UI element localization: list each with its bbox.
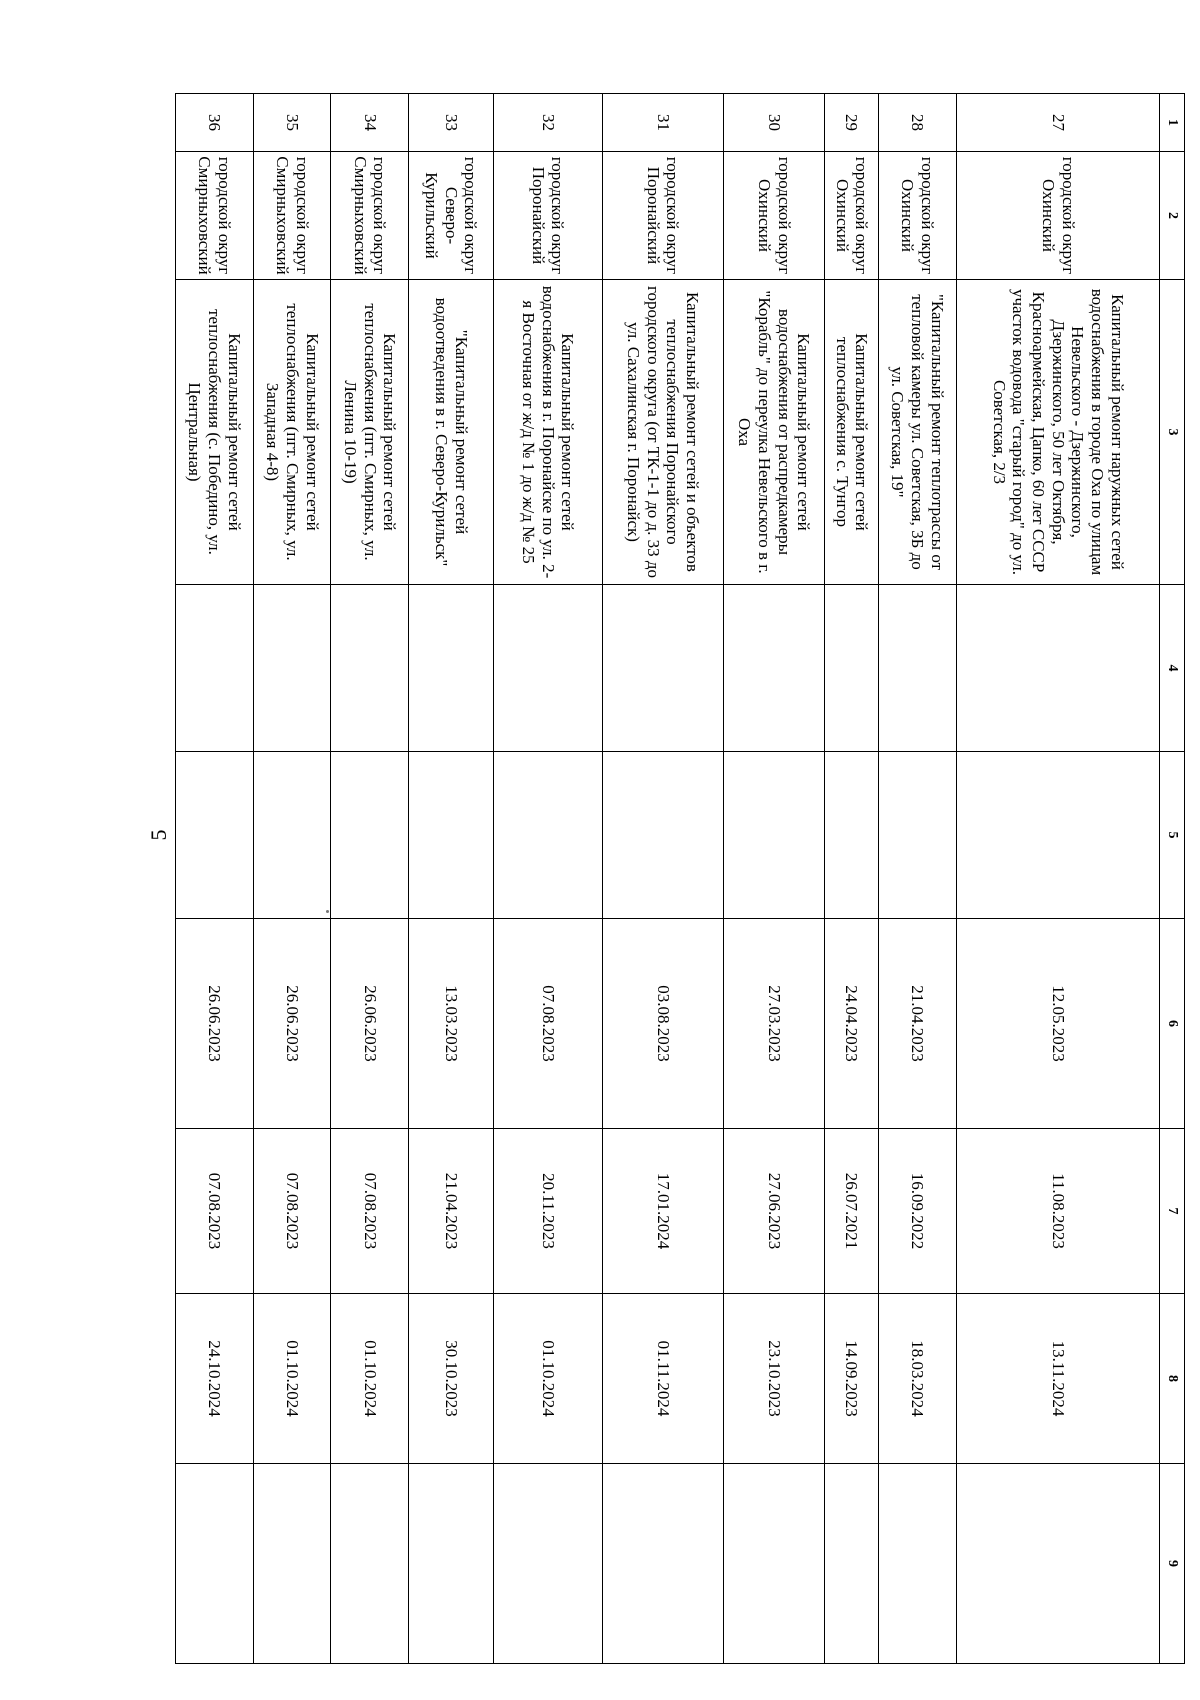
column-9-cell [253,1464,331,1664]
column-4-cell [879,585,957,752]
date-column-7: 27.06.2023 [723,1129,825,1294]
date-column-7: 07.08.2023 [176,1129,254,1294]
date-column-6: 12.05.2023 [956,919,1159,1129]
date-column-7: 26.07.2021 [825,1129,879,1294]
date-column-8: 14.09.2023 [825,1294,879,1464]
date-column-7: 07.08.2023 [253,1129,331,1294]
row-number: 36 [176,94,254,152]
table-row [409,94,494,1664]
column-4-cell [409,585,494,752]
date-column-7: 07.08.2023 [331,1129,409,1294]
column-5-cell [253,752,331,919]
column-4-cell [493,585,602,752]
rotated-table-container [175,93,1185,1663]
date-column-8: 18.03.2024 [879,1294,957,1464]
date-column-6: 03.08.2023 [602,919,723,1129]
date-column-6: 26.06.2023 [176,919,254,1129]
table-row [493,94,602,1664]
date-column-8: 01.10.2024 [331,1294,409,1464]
date-column-6: 24.04.2023 [825,919,879,1129]
row-number: 31 [602,94,723,152]
date-column-6: 13.03.2023 [409,919,494,1129]
column-number: 8 [1160,1294,1185,1464]
district-cell: городской округ Смирныховский [176,152,254,280]
district-cell: городской округ Смирныховский [253,152,331,280]
table-row [879,94,957,1664]
work-description: Капитальный ремонт наружных сетей водоснабжения в городе Оха по улицам Невельского - Дзержинского, Дзержинского, 50 лет Октября, Красноармейская, Цапко, 60 лет СССР участок водовода "старый город" до ул. Советская, 2/3 [956,280,1159,585]
date-column-7: 16.09.2022 [879,1129,957,1294]
district-cell: городской округ Поронайский [602,152,723,280]
column-4-cell [956,585,1159,752]
column-4-cell [825,585,879,752]
column-number: 7 [1160,1129,1185,1294]
table-row [253,94,331,1664]
work-description: "Капитальный ремонт теплотрассы от тепловой камеры ул. Советская, 3Б до ул. Советская, 19" [879,280,957,585]
column-5-cell [825,752,879,919]
date-column-7: 11.08.2023 [956,1129,1159,1294]
date-column-7: 17.01.2024 [602,1129,723,1294]
row-number: 34 [331,94,409,152]
column-5-cell [723,752,825,919]
table-row [176,94,254,1664]
district-cell: городской округ Охинский [879,152,957,280]
column-number: 1 [1160,94,1185,152]
column-number: 2 [1160,152,1185,280]
column-9-cell [956,1464,1159,1664]
page-number: 5 [146,829,171,841]
column-number: 6 [1160,919,1185,1129]
work-description: Капитальный ремонт сетей и объектов теплоснабжения Поронайского городского округа (от ТК-1-1 до д. 33 до ул. Сахалинская г. Поронайск) [602,280,723,585]
work-description: Капитальный ремонт сетей теплоснабжения (пгт. Смирных, ул. Западная 4-8) [253,280,331,585]
row-number: 28 [879,94,957,152]
date-column-6: 26.06.2023 [253,919,331,1129]
column-9-cell [493,1464,602,1664]
row-number: 33 [409,94,494,152]
date-column-6: 27.03.2023 [723,919,825,1129]
district-cell: городской округ Поронайский [493,152,602,280]
district-cell: городской округ Охинский [825,152,879,280]
column-5-cell [602,752,723,919]
date-column-7: 20.11.2023 [493,1129,602,1294]
table-row [602,94,723,1664]
column-5-cell [493,752,602,919]
table-row [956,94,1159,1664]
column-9-cell [176,1464,254,1664]
column-9-cell [409,1464,494,1664]
table-row [331,94,409,1664]
column-number: 3 [1160,280,1185,585]
work-description: Капитальный ремонт сетей водоснабжения от распредкамеры "Корабль" до переулка Невельского в г. Оха [723,280,825,585]
work-description: Капитальный ремонт сетей водоснабжения в г. Поронайске по ул. 2-я Восточная от ж/д № 1 до ж/д № 25 [493,280,602,585]
column-number: 5 [1160,752,1185,919]
column-9-cell [602,1464,723,1664]
work-description: Капитальный ремонт сетей теплоснабжения (с. Победино, ул. Центральная) [176,280,254,585]
works-table [175,93,1185,1664]
district-cell: городской округ Смирныховский [331,152,409,280]
column-4-cell [723,585,825,752]
date-column-8: 24.10.2024 [176,1294,254,1464]
column-number-row [1160,94,1185,1664]
column-9-cell [879,1464,957,1664]
column-4-cell [176,585,254,752]
work-description: "Капитальный ремонт сетей водоотведения в г. Северо-Курильск" [409,280,494,585]
date-column-8: 23.10.2023 [723,1294,825,1464]
date-column-8: 01.11.2024 [602,1294,723,1464]
column-5-cell [409,752,494,919]
column-5-cell [956,752,1159,919]
work-description: Капитальный ремонт сетей теплоснабжения с. Тунгор [825,280,879,585]
table-row [825,94,879,1664]
column-4-cell [602,585,723,752]
column-4-cell [331,585,409,752]
row-number: 30 [723,94,825,152]
column-9-cell [723,1464,825,1664]
column-5-cell [879,752,957,919]
date-column-8: 30.10.2023 [409,1294,494,1464]
row-number: 27 [956,94,1159,152]
row-number: 32 [493,94,602,152]
column-number: 9 [1160,1464,1185,1664]
date-column-7: 21.04.2023 [409,1129,494,1294]
work-description: Капитальный ремонт сетей теплоснабжения (пгт. Смирных, ул. Ленина 10-19) [331,280,409,585]
row-number: 29 [825,94,879,152]
column-5-cell [331,752,409,919]
date-column-8: 01.10.2024 [493,1294,602,1464]
column-5-cell [176,752,254,919]
district-cell: городской округ Охинский [723,152,825,280]
column-4-cell [253,585,331,752]
column-9-cell [825,1464,879,1664]
district-cell: городской округ Северо-Курильский [409,152,494,280]
row-number: 35 [253,94,331,152]
date-column-6: 07.08.2023 [493,919,602,1129]
column-number: 4 [1160,585,1185,752]
date-column-6: 26.06.2023 [331,919,409,1129]
column-9-cell [331,1464,409,1664]
district-cell: городской округ Охинский [956,152,1159,280]
date-column-6: 21.04.2023 [879,919,957,1129]
table-row [723,94,825,1664]
date-column-8: 01.10.2024 [253,1294,331,1464]
date-column-8: 13.11.2024 [956,1294,1159,1464]
